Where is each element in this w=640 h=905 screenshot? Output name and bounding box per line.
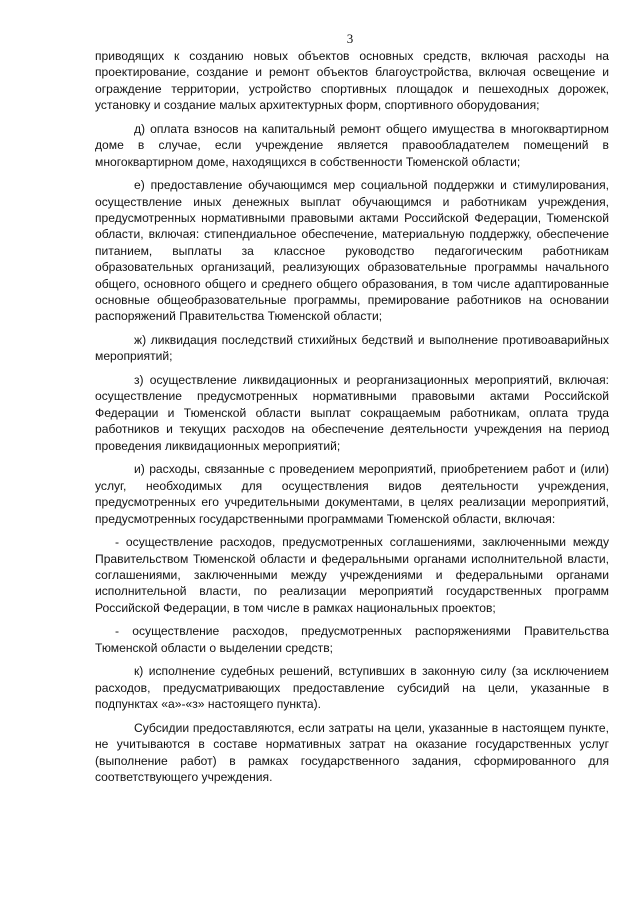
paragraph-subitem-agreements: - осуществление расходов, предусмотренных соглашениями, заключенными между Правительством Тюменской области и федеральными органами исполнительной власти, соглашениями, заключенными между учреждениями и федеральными органами исполнительной власти, по реализации мероприятий государственных программ Российской Федерации, в том числе в рамках национальных проектов; xyxy=(95,535,609,615)
page-number: 3 xyxy=(346,31,354,46)
paragraph-item-d: д) оплата взносов на капитальный ремонт общего имущества в многоквартирном доме в случае, если учреждение является правообладателем помещений в многоквартирном доме, находящихся в собственности Тюменской области; xyxy=(95,121,609,169)
paragraph-item-e: е) предоставление обучающимся мер социальной поддержки и стимулирования, осуществление иных денежных выплат обучающимся и работникам учреждения, предусмотренных нормативными правовыми актами Российской Федерации, Тюменской области, включая: стипендиальное обеспечение, материальную поддержку, обеспечение питанием, выплаты за классное руководство педагогическим работникам образовательных организаций, реализующих образовательные программы начального общего, основного общего и среднего общего образования, в том числе адаптированные основные общеобразовательные программы, премирование работников на основании распоряжений Правительства Тюменской области; xyxy=(95,178,609,324)
document-body xyxy=(95,48,609,793)
paragraph-item-k: к) исполнение судебных решений, вступивших в законную силу (за исключением расходов, предусматривающих предоставление субсидий на цели, указанные в подпунктах «а»-«з» настоящего пункта). xyxy=(95,664,609,712)
paragraph-subitem-orders: - осуществление расходов, предусмотренных распоряжениями Правительства Тюменской области о выделении средств; xyxy=(95,624,609,655)
paragraph-continuation: приводящих к созданию новых объектов основных средств, включая расходы на проектирование, создание и ремонт объектов благоустройства, включая освещение и ограждение территории, устройство спортивных площадок и пешеходных дорожек, установку и создание малых архитектурных форм, спортивного оборудования; xyxy=(95,49,609,113)
paragraph-item-i: и) расходы, связанные с проведением мероприятий, приобретением работ и (или) услуг, необходимых для осуществления видов деятельности учреждения, предусмотренных его учредительными документами, в целях реализации мероприятий, предусмотренных государственными программами Тюменской области, включая: xyxy=(95,462,609,526)
paragraph-item-zh: ж) ликвидация последствий стихийных бедствий и выполнение противоаварийных мероприятий; xyxy=(95,333,609,364)
paragraph-item-z: з) осуществление ликвидационных и реорганизационных мероприятий, включая: осуществление предусмотренных нормативными правовыми актами Российской Федерации и Тюменской области выплат сокращаемым работникам, оплата труда работников и текущих расходов на обеспечение деятельности учреждения на период проведения ликвидационных мероприятий; xyxy=(95,373,609,453)
paragraph-subsidies: Субсидии предоставляются, если затраты на цели, указанные в настоящем пункте, не учитываются в составе нормативных затрат на оказание государственных услуг (выполнение работ) в рамках государственного задания, сформированного для соответствующего учреждения. xyxy=(95,720,609,784)
